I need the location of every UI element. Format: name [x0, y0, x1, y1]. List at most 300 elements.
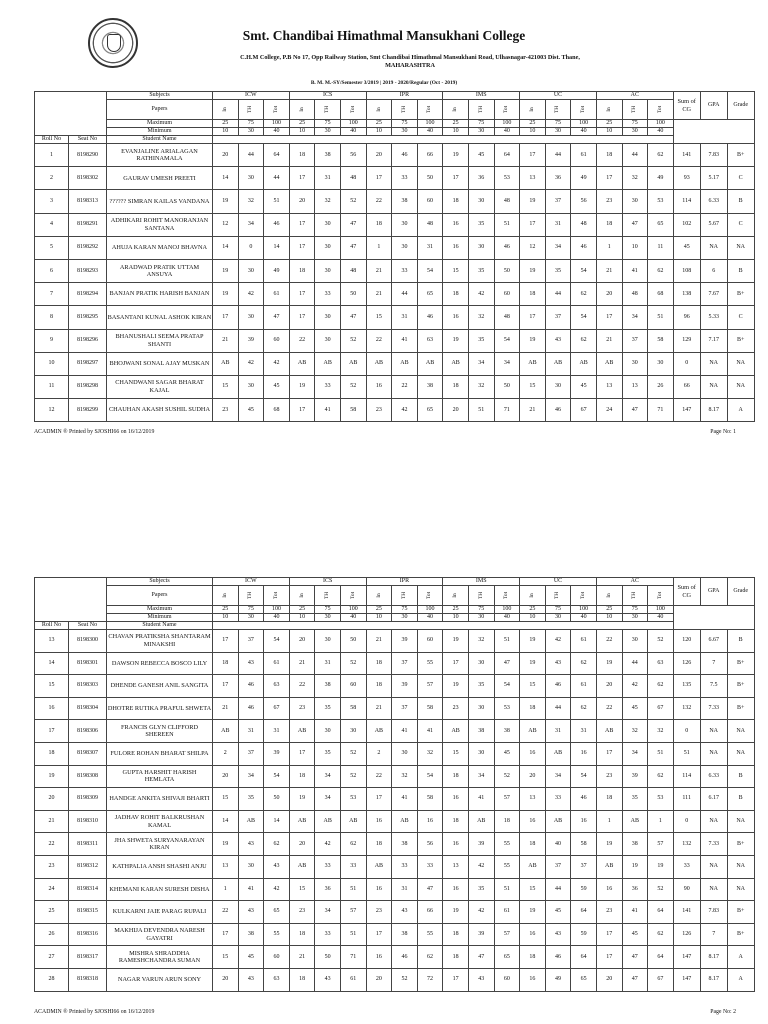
seat-no: 8198316 [69, 923, 107, 946]
student-row [35, 968, 755, 991]
mark-cell: 18 [366, 675, 392, 698]
mark-cell: 52 [494, 765, 520, 788]
paper-col-label: In [452, 593, 459, 598]
mark-cell: 49 [264, 259, 290, 282]
mark-cell: 54 [494, 675, 520, 698]
mark-cell: 20 [596, 283, 622, 306]
mark-cell: 16 [443, 213, 469, 236]
mark-cell: 41 [392, 788, 418, 811]
seat-no: 8198308 [69, 765, 107, 788]
mark-cell: AB [366, 855, 392, 878]
mark-cell: 46 [264, 213, 290, 236]
minimum-value: 30 [392, 614, 418, 622]
mark-cell: 31 [315, 167, 341, 190]
mark-cell: 20 [213, 144, 239, 167]
paper-col-label: In [221, 107, 228, 112]
college-address-line2: MAHARASHTRA [385, 62, 435, 69]
mark-cell: 30 [392, 742, 418, 765]
paper-col-label: TH [631, 105, 638, 114]
paper-col-in [520, 586, 546, 606]
sum-cg: 114 [673, 765, 700, 788]
sum-cg: 126 [673, 923, 700, 946]
mark-cell: 62 [648, 765, 674, 788]
mark-cell: 41 [468, 788, 494, 811]
mark-cell: 35 [238, 788, 264, 811]
student-row [35, 352, 755, 375]
student-name: MISHRA SHRADDHA RAMESHCHANDRA SUMAN [107, 946, 213, 969]
subjects-header-row [35, 92, 755, 100]
marks-table-page-2 [34, 577, 755, 992]
mark-cell: 18 [443, 375, 469, 398]
mark-cell: 19 [289, 788, 315, 811]
mark-cell: 21 [366, 630, 392, 653]
mark-cell: 38 [238, 923, 264, 946]
roll-no: 1 [35, 144, 69, 167]
mark-cell: 23 [289, 697, 315, 720]
student-name: KATHPALIA ANSH SHASHI ANJU [107, 855, 213, 878]
mark-cell: 23 [596, 901, 622, 924]
maximum-value: 100 [571, 606, 597, 614]
mark-cell: 68 [648, 283, 674, 306]
mark-cell: 18 [596, 144, 622, 167]
gpa: NA [700, 720, 727, 743]
mark-cell: 18 [366, 652, 392, 675]
minimum-value: 10 [443, 614, 469, 622]
mark-cell: 65 [494, 946, 520, 969]
mark-cell: 16 [366, 375, 392, 398]
seat-no: 8198301 [69, 652, 107, 675]
mark-cell: 57 [494, 923, 520, 946]
student-name: DHENDE GANESH ANIL SANGITA [107, 675, 213, 698]
student-row [35, 144, 755, 167]
mark-cell: 17 [520, 144, 546, 167]
student-name: KULKARNI JAIE PARAG RUPALI [107, 901, 213, 924]
mark-cell: 56 [571, 190, 597, 213]
gpa: 5.67 [700, 213, 727, 236]
paper-col-in [596, 586, 622, 606]
exam-info: B. M. M.-SY/Semester 3/2019 | 2019 - 2020/Regular (Oct - 2019) [310, 80, 458, 86]
mark-cell: 17 [520, 213, 546, 236]
mark-cell: 46 [417, 306, 443, 329]
mark-cell: 47 [468, 946, 494, 969]
mark-cell: 41 [315, 399, 341, 422]
mark-cell: 59 [571, 878, 597, 901]
seat-no: 8198313 [69, 190, 107, 213]
mark-cell: AB [468, 810, 494, 833]
seat-no: 8198300 [69, 630, 107, 653]
seat-no: 8198299 [69, 399, 107, 422]
paper-col-in [289, 586, 315, 606]
mark-cell: 22 [596, 630, 622, 653]
mark-cell: AB [596, 720, 622, 743]
mark-cell: 38 [392, 190, 418, 213]
paper-col-in [443, 100, 469, 120]
roll-no: 18 [35, 742, 69, 765]
mark-cell: 1 [366, 236, 392, 259]
student-name: CHAUHAN AKASH SUSHIL SUDHA [107, 399, 213, 422]
mark-cell: 42 [545, 630, 571, 653]
mark-cell: 53 [648, 788, 674, 811]
mark-cell: 71 [340, 946, 366, 969]
mark-cell: 19 [596, 833, 622, 856]
grade: NA [727, 855, 754, 878]
mark-cell: 38 [417, 375, 443, 398]
mark-cell: 60 [417, 630, 443, 653]
student-name: DAWSON REBECCA BOSCO LILY [107, 652, 213, 675]
mark-cell: 46 [571, 236, 597, 259]
student-name: JHA SHWETA SURYANARAYAN KIRAN [107, 833, 213, 856]
maximum-value: 75 [392, 120, 418, 128]
mark-cell: 18 [289, 144, 315, 167]
mark-cell: 53 [648, 190, 674, 213]
student-name: KHEMANI KARAN SURESH DISHA [107, 878, 213, 901]
mark-cell: 60 [494, 968, 520, 991]
minimum-row [35, 128, 755, 136]
mark-cell: AB [443, 352, 469, 375]
roll-no: 13 [35, 630, 69, 653]
mark-cell: 62 [571, 283, 597, 306]
mark-cell: 30 [340, 720, 366, 743]
gpa: 5.33 [700, 306, 727, 329]
mark-cell: AB [545, 352, 571, 375]
sum-cg: 114 [673, 190, 700, 213]
minimum-value: 10 [366, 128, 392, 136]
mark-cell: 17 [443, 652, 469, 675]
mark-cell: 43 [238, 652, 264, 675]
mark-cell: 43 [238, 901, 264, 924]
mark-cell: 42 [468, 901, 494, 924]
mark-cell: 18 [289, 923, 315, 946]
mark-cell: AB [315, 810, 341, 833]
footer-printed-by: ACADMIN ® Printed by SJOSHI66 on 16/12/2019 [34, 1009, 155, 1015]
mark-cell: 46 [238, 697, 264, 720]
mark-cell: 17 [596, 306, 622, 329]
mark-cell: 38 [315, 675, 341, 698]
minimum-value: 40 [264, 614, 290, 622]
mark-cell: 34 [238, 213, 264, 236]
seat-no: 8198294 [69, 283, 107, 306]
mark-cell: 1 [596, 810, 622, 833]
sum-cg: 141 [673, 901, 700, 924]
mark-cell: 39 [622, 765, 648, 788]
mark-cell: 16 [520, 968, 546, 991]
mark-cell: 32 [468, 375, 494, 398]
paper-col-in [213, 100, 239, 120]
mark-cell: 43 [468, 968, 494, 991]
student-row [35, 630, 755, 653]
mark-cell: 23 [366, 901, 392, 924]
gpa: 6.17 [700, 788, 727, 811]
mark-cell: 62 [648, 259, 674, 282]
minimum-value: 30 [315, 614, 341, 622]
mark-cell: 20 [596, 675, 622, 698]
mark-cell: 41 [392, 329, 418, 352]
mark-cell: 46 [571, 788, 597, 811]
paper-col-tot [417, 586, 443, 606]
student-name: HANDGE ANKITA SHIVAJI BHARTI [107, 788, 213, 811]
paper-col-label: Tot [349, 591, 356, 600]
mark-cell: 16 [571, 742, 597, 765]
maximum-value: 75 [392, 606, 418, 614]
subject-header-uc: UC [520, 92, 597, 100]
minimum-value: 10 [213, 614, 239, 622]
mark-cell: 17 [596, 923, 622, 946]
gpa: 7.83 [700, 901, 727, 924]
gpa: 7.67 [700, 283, 727, 306]
mark-cell: 57 [417, 675, 443, 698]
mark-cell: 18 [213, 652, 239, 675]
mark-cell: 23 [213, 399, 239, 422]
minimum-value: 30 [468, 614, 494, 622]
mark-cell: 62 [648, 675, 674, 698]
mark-cell: 21 [366, 259, 392, 282]
mark-cell: 35 [315, 742, 341, 765]
seat-no: 8198295 [69, 306, 107, 329]
minimum-value: 10 [443, 128, 469, 136]
mark-cell: 36 [315, 878, 341, 901]
mark-cell: 31 [315, 652, 341, 675]
mark-cell: AB [340, 352, 366, 375]
student-row [35, 236, 755, 259]
mark-cell: 72 [417, 968, 443, 991]
mark-cell: 63 [648, 652, 674, 675]
minimum-value: 40 [648, 128, 674, 136]
sum-cg: 135 [673, 675, 700, 698]
mark-cell: 19 [596, 652, 622, 675]
maximum-value: 25 [596, 120, 622, 128]
mark-cell: 37 [238, 630, 264, 653]
mark-cell: 35 [468, 259, 494, 282]
mark-cell: 17 [289, 167, 315, 190]
mark-cell: 48 [340, 259, 366, 282]
mark-cell: 44 [545, 878, 571, 901]
seat-no: 8198297 [69, 352, 107, 375]
mark-cell: 16 [443, 788, 469, 811]
mark-cell: 17 [289, 306, 315, 329]
mark-cell: 30 [468, 742, 494, 765]
mark-cell: 51 [340, 878, 366, 901]
mark-cell: 42 [315, 833, 341, 856]
maximum-value: 25 [213, 606, 239, 614]
paper-col-label: In [298, 107, 305, 112]
sum-cg: 90 [673, 878, 700, 901]
mark-cell: 38 [494, 720, 520, 743]
mark-cell: 19 [289, 375, 315, 398]
blank-cell [673, 120, 754, 144]
roll-no: 7 [35, 283, 69, 306]
paper-col-label: In [528, 107, 535, 112]
paper-col-label: TH [631, 591, 638, 600]
seat-no: 8198315 [69, 901, 107, 924]
paper-col-label: Tot [272, 591, 279, 600]
mark-cell: 20 [366, 968, 392, 991]
mark-cell: 50 [417, 167, 443, 190]
grade: B [727, 765, 754, 788]
mark-cell: 54 [571, 765, 597, 788]
mark-cell: 57 [340, 901, 366, 924]
gpa: 6 [700, 259, 727, 282]
mark-cell: 64 [571, 946, 597, 969]
sum-cg: 0 [673, 720, 700, 743]
mark-cell: AB [392, 810, 418, 833]
mark-cell: 64 [648, 946, 674, 969]
mark-cell: 54 [494, 329, 520, 352]
mark-cell: 31 [392, 306, 418, 329]
seat-no: 8198307 [69, 742, 107, 765]
gpa: 8.17 [700, 399, 727, 422]
mark-cell: 37 [545, 306, 571, 329]
mark-cell: 19 [213, 190, 239, 213]
mark-cell: 62 [571, 329, 597, 352]
roll-no: 9 [35, 329, 69, 352]
mark-cell: 22 [366, 329, 392, 352]
mark-cell: 50 [494, 259, 520, 282]
mark-cell: 30 [468, 236, 494, 259]
student-name: JADHAV ROHIT BALKRUSHAN KAMAL [107, 810, 213, 833]
paper-col-label: TH [400, 591, 407, 600]
roll-no: 8 [35, 306, 69, 329]
mark-cell: 62 [340, 833, 366, 856]
mark-cell: 16 [366, 810, 392, 833]
mark-cell: 39 [468, 833, 494, 856]
mark-cell: 31 [417, 236, 443, 259]
mark-cell: AB [417, 352, 443, 375]
mark-cell: 68 [264, 399, 290, 422]
mark-cell: 22 [213, 901, 239, 924]
mark-cell: 32 [392, 765, 418, 788]
seat-no: 8198310 [69, 810, 107, 833]
roll-no: 3 [35, 190, 69, 213]
mark-cell: 19 [443, 329, 469, 352]
minimum-value: 30 [545, 614, 571, 622]
grade: C [727, 167, 754, 190]
mark-cell: AB [289, 810, 315, 833]
mark-cell: 52 [340, 329, 366, 352]
mark-cell: 51 [494, 213, 520, 236]
roll-no: 12 [35, 399, 69, 422]
roll-no: 25 [35, 901, 69, 924]
mark-cell: 62 [417, 946, 443, 969]
student-row [35, 765, 755, 788]
paper-col-label: TH [477, 105, 484, 114]
mark-cell: 39 [238, 329, 264, 352]
grade: A [727, 968, 754, 991]
mark-cell: 66 [417, 144, 443, 167]
mark-cell: 53 [494, 167, 520, 190]
mark-cell: 55 [494, 833, 520, 856]
mark-cell: 20 [520, 765, 546, 788]
mark-cell: 61 [571, 144, 597, 167]
minimum-value: 30 [315, 128, 341, 136]
mark-cell: 18 [289, 259, 315, 282]
mark-cell: 0 [238, 236, 264, 259]
roll-no: 24 [35, 878, 69, 901]
paper-col-th [238, 100, 264, 120]
mark-cell: 37 [545, 855, 571, 878]
mark-cell: 22 [366, 765, 392, 788]
mark-cell: 30 [545, 375, 571, 398]
paper-col-tot [264, 100, 290, 120]
gpa: 7.83 [700, 144, 727, 167]
student-row [35, 788, 755, 811]
mark-cell: 30 [315, 213, 341, 236]
college-address-line1: C.H.M College, P.B No 17, Opp Railway Station, Smt Chandibai Himathmal Mansukhani Road, Ulhasnagar-421003 Dist. Thane, [240, 54, 580, 61]
mark-cell: 23 [596, 765, 622, 788]
mark-cell: 35 [468, 675, 494, 698]
mark-cell: 45 [571, 375, 597, 398]
student-name: ARADWAD PRATIK UTTAM ANSUYA [107, 259, 213, 282]
footer-printed-by: ACADMIN ® Printed by SJOSHI66 on 16/12/2019 [34, 429, 155, 435]
paper-col-tot [264, 586, 290, 606]
mark-cell: 14 [264, 236, 290, 259]
sum-cg: 147 [673, 946, 700, 969]
sum-cg: 138 [673, 283, 700, 306]
maximum-value: 100 [264, 606, 290, 614]
seat-no-header: Seat No [69, 136, 107, 144]
gpa: NA [700, 742, 727, 765]
mark-cell: 67 [264, 697, 290, 720]
mark-cell: 42 [468, 855, 494, 878]
mark-cell: 41 [417, 720, 443, 743]
sum-cg: 93 [673, 167, 700, 190]
college-address [150, 54, 670, 70]
column-header-row [35, 622, 755, 630]
mark-cell: 48 [340, 167, 366, 190]
paper-col-label: Tot [426, 591, 433, 600]
gpa: 6.33 [700, 190, 727, 213]
mark-cell: 15 [213, 946, 239, 969]
paper-col-label: Tot [503, 591, 510, 600]
mark-cell: 52 [340, 190, 366, 213]
seat-no: 8198303 [69, 675, 107, 698]
mark-cell: 58 [648, 329, 674, 352]
maximum-value: 100 [571, 120, 597, 128]
mark-cell: 16 [443, 236, 469, 259]
gpa: NA [700, 352, 727, 375]
mark-cell: 18 [596, 788, 622, 811]
minimum-value: 40 [340, 128, 366, 136]
paper-col-tot [494, 586, 520, 606]
mark-cell: 65 [417, 399, 443, 422]
mark-cell: 60 [264, 946, 290, 969]
paper-col-th [315, 100, 341, 120]
mark-cell: 34 [622, 306, 648, 329]
paper-col-tot [417, 100, 443, 120]
student-name: GAURAV UMESH PREETI [107, 167, 213, 190]
gpa-header: GPA [700, 92, 727, 120]
gpa: 7 [700, 652, 727, 675]
mark-cell: 54 [571, 306, 597, 329]
mark-cell: 52 [648, 630, 674, 653]
sum-cg: 108 [673, 259, 700, 282]
student-row [35, 306, 755, 329]
grade: NA [727, 742, 754, 765]
mark-cell: 47 [340, 236, 366, 259]
student-row [35, 283, 755, 306]
mark-cell: 19 [622, 855, 648, 878]
mark-cell: 65 [571, 968, 597, 991]
maximum-value: 25 [289, 606, 315, 614]
minimum-value: 30 [238, 614, 264, 622]
mark-cell: 18 [494, 810, 520, 833]
paper-col-th [238, 586, 264, 606]
mark-cell: 18 [520, 283, 546, 306]
student-name: ADHIKARI ROHIT MANORANJAN SANTANA [107, 213, 213, 236]
sum-cg: 96 [673, 306, 700, 329]
mark-cell: 21 [596, 329, 622, 352]
maximum-value: 75 [622, 606, 648, 614]
minimum-value: 30 [238, 128, 264, 136]
